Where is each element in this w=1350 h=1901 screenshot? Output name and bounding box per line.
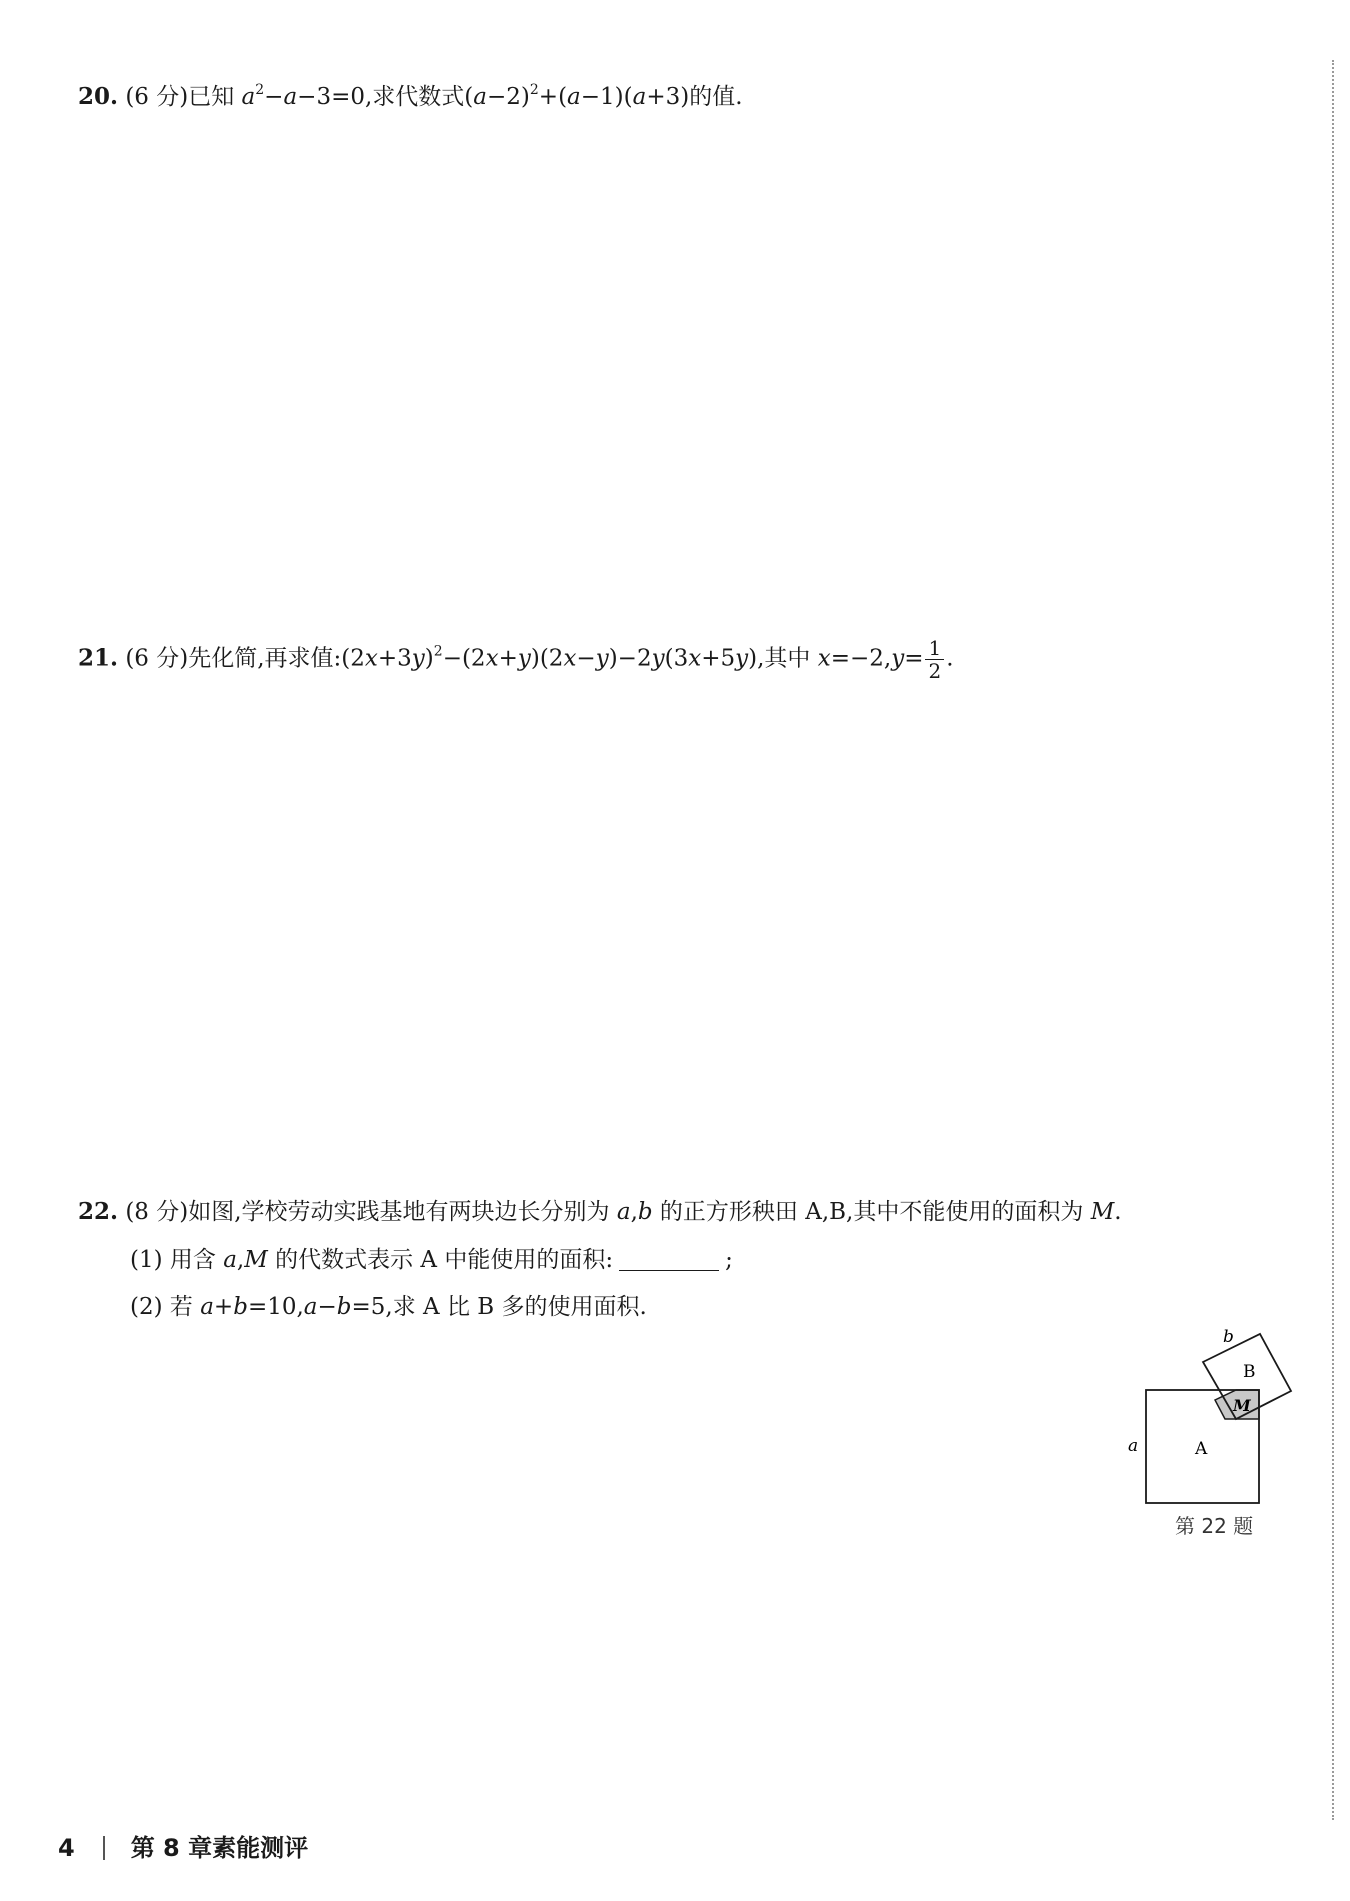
problem-22-part-2: (2) 若 a+b=10,a−b=5,求 A 比 B 多的使用面积. bbox=[130, 1294, 647, 1320]
problem-22-part-1: (1) 用含 a,M 的代数式表示 A 中能使用的面积: ; bbox=[130, 1247, 733, 1273]
problem-22: 22. (8 分)如图,学校劳动实践基地有两块边长分别为 a,b 的正方形秧田 A,B,其中不能使用的面积为 M. bbox=[78, 1198, 1122, 1225]
figure-caption: 第 22 题 bbox=[1175, 1514, 1254, 1538]
chapter-title: 第 8 章素能测评 bbox=[130, 1834, 309, 1862]
problem-22-number: 22. bbox=[78, 1198, 119, 1225]
page-footer bbox=[58, 1828, 308, 1863]
problem-21-number: 21. bbox=[78, 644, 119, 672]
label-b: b bbox=[1223, 1327, 1234, 1347]
label-m: M bbox=[1233, 1396, 1251, 1415]
label-square-b: B bbox=[1243, 1362, 1256, 1382]
page-number: 4 bbox=[58, 1834, 75, 1862]
problem-22-score: (8 分) bbox=[125, 1199, 189, 1225]
problem-21: 21. (6 分)先化简,再求值$:(2x+3y)^2-(2x+y)(2x-y)-2y(3x+5y)$,其中 x=−2,y= $\frac{1}{2}$ . bbox=[78, 636, 954, 683]
problem-21-score: (6 分) bbox=[125, 645, 189, 672]
dotted-margin-line bbox=[1332, 60, 1334, 1820]
fraction-one-half: $\frac{1}{2}$ bbox=[925, 637, 944, 682]
label-square-a: A bbox=[1195, 1439, 1208, 1459]
problem-20-number: 20. bbox=[78, 83, 119, 110]
footer-separator bbox=[103, 1836, 105, 1860]
problem-20: 20. (6 分)已知 $a^2-a-3=0$,求代数式$(a-2)^2+(a-1)(a+3)$的值. bbox=[78, 82, 743, 110]
problem-20-score: (6 分) bbox=[125, 84, 189, 110]
label-a: a bbox=[1128, 1436, 1139, 1456]
answer-blank[interactable] bbox=[619, 1248, 719, 1271]
